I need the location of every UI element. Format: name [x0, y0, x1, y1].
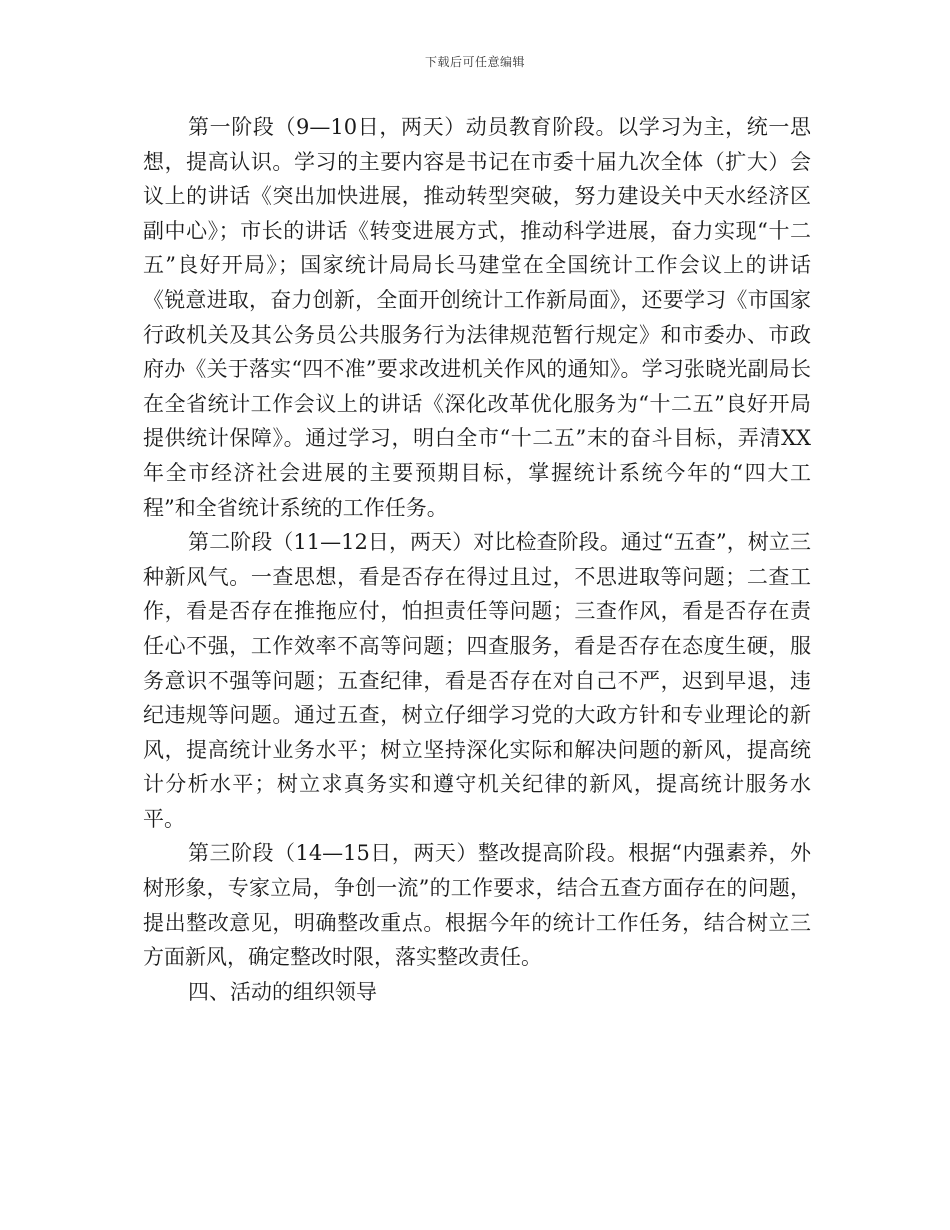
paragraph-stage-two: 第二阶段（11—12日，两天）对比检查阶段。通过“五查”，树立三种新风气。一查思想，看是否存在得过且过，不思进取等问题；二查工作，看是否存在推拖应付，怕担责任等问题；三查作风，看是否存在责任心不强，工作效率不高等问题；四查服务，看是否存在态度生硬，服务意识不强等问题；五查纪律，看是否存在对自己不严，迟到早退，违纪违规等问题。通过五查，树立仔细学习党的大政方针和专业理论的新风，提高统计业务水平；树立坚持深化实际和解决问题的新风，提高统计分析水平；树立求真务实和遵守机关纪律的新风，提高统计服务水平。 — [143, 530, 811, 831]
paragraph-stage-one: 第一阶段（9—10日，两天）动员教育阶段。以学习为主，统一思想，提高认识。学习的主要内容是书记在市委十届九次全体（扩大）会议上的讲话《突出加快进展，推动转型突破，努力建设关中天水经济区副中心》；市长的讲话《转变进展方式，推动科学进展，奋力实现“十二五”良好开局》；国家统计局局长马建堂在全国统计工作会议上的讲话《锐意进取，奋力创新，全面开创统计工作新局面》，还要学习《市国家行政机关及其公务员公共服务行为法律规范暂行规定》和市委办、市政府办《关于落实“四不准”要求改进机关作风的通知》。学习张晓光副局长在全省统计工作会议上的讲话《深化改革优化服务为“十二五”良好开局提供统计保障》。通过学习，明白全市“十二五”末的奋斗目标，弄清XX年全市经济社会进展的主要预期目标，掌握统计系统今年的“四大工程”和全省统计系统的工作任务。 — [143, 115, 811, 520]
header-note: 下载后可任意编辑 — [424, 55, 525, 69]
section-heading-organization: 四、活动的组织领导 — [188, 979, 377, 1004]
document-body — [143, 110, 811, 1009]
paragraph-stage-three: 第三阶段（14—15日，两天）整改提高阶段。根据“内强素养，外树形象，专家立局，争创一流”的工作要求，结合五查方面存在的问题，提出整改意见，明确整改重点。根据今年的统计工作任务，结合树立三方面新风，确定整改时限，落实整改责任。 — [143, 841, 811, 970]
